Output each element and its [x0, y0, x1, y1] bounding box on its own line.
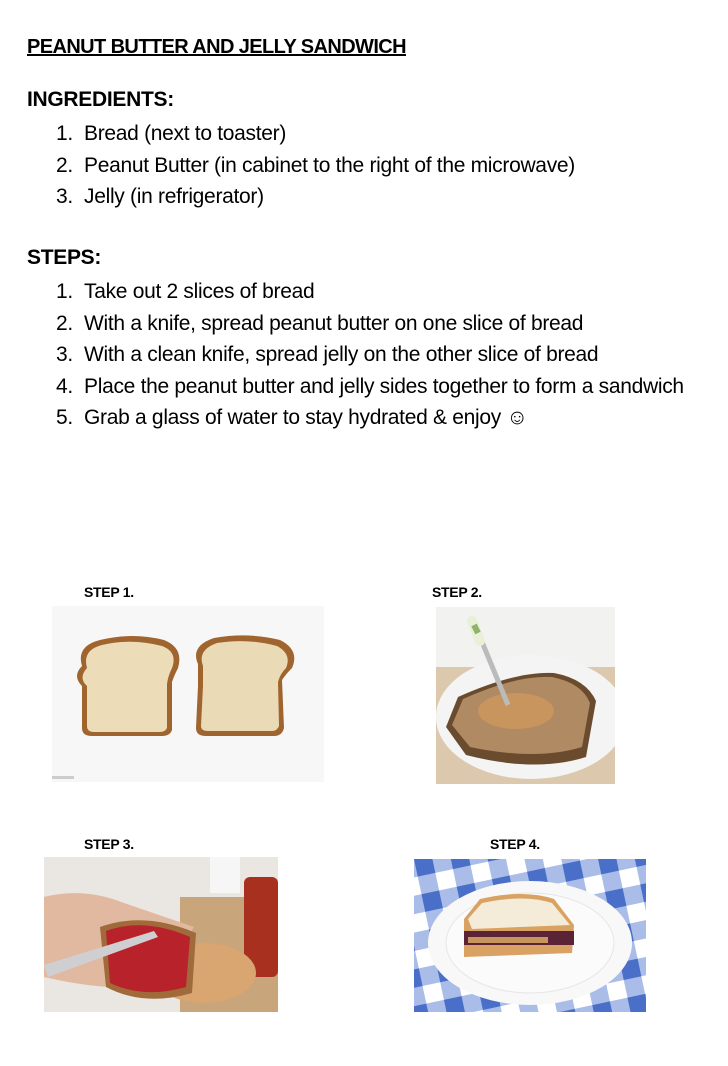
step-item: 3. With a clean knife, spread jelly on the other slice of bread	[56, 343, 599, 366]
document-title: PEANUT BUTTER AND JELLY SANDWICH	[27, 36, 406, 58]
ingredients-heading: INGREDIENTS:	[27, 88, 174, 111]
ingredient-item: 3. Jelly (in refrigerator)	[56, 185, 264, 208]
figure-caption-step-4: STEP 4.	[490, 836, 540, 852]
steps-heading: STEPS:	[27, 246, 102, 269]
ingredient-item: 1. Bread (next to toaster)	[56, 122, 287, 145]
steps-list	[56, 276, 696, 434]
figure-caption-step-2: STEP 2.	[432, 584, 482, 600]
step-item: 5. Grab a glass of water to stay hydrated & enjoy ☺	[56, 406, 528, 429]
step-item: 2. With a knife, spread peanut butter on one slice of bread	[56, 311, 584, 335]
step-item: 1. Take out 2 slices of bread	[56, 280, 315, 303]
ingredients-list	[56, 118, 575, 213]
jelly-spread-on-toast-image	[44, 857, 278, 1012]
figure-caption-step-1: STEP 1.	[84, 584, 134, 600]
ingredient-item: 2. Peanut Butter (in cabinet to the right of the microwave)	[56, 153, 575, 177]
step-item: 4. Place the peanut butter and jelly sides together to form a sandwich	[56, 374, 684, 398]
peanut-butter-on-bread-image	[436, 607, 615, 784]
figure-caption-step-3: STEP 3.	[84, 836, 134, 852]
two-bread-slices-image	[52, 606, 324, 782]
pbj-sandwich-on-plate-image	[414, 859, 646, 1012]
